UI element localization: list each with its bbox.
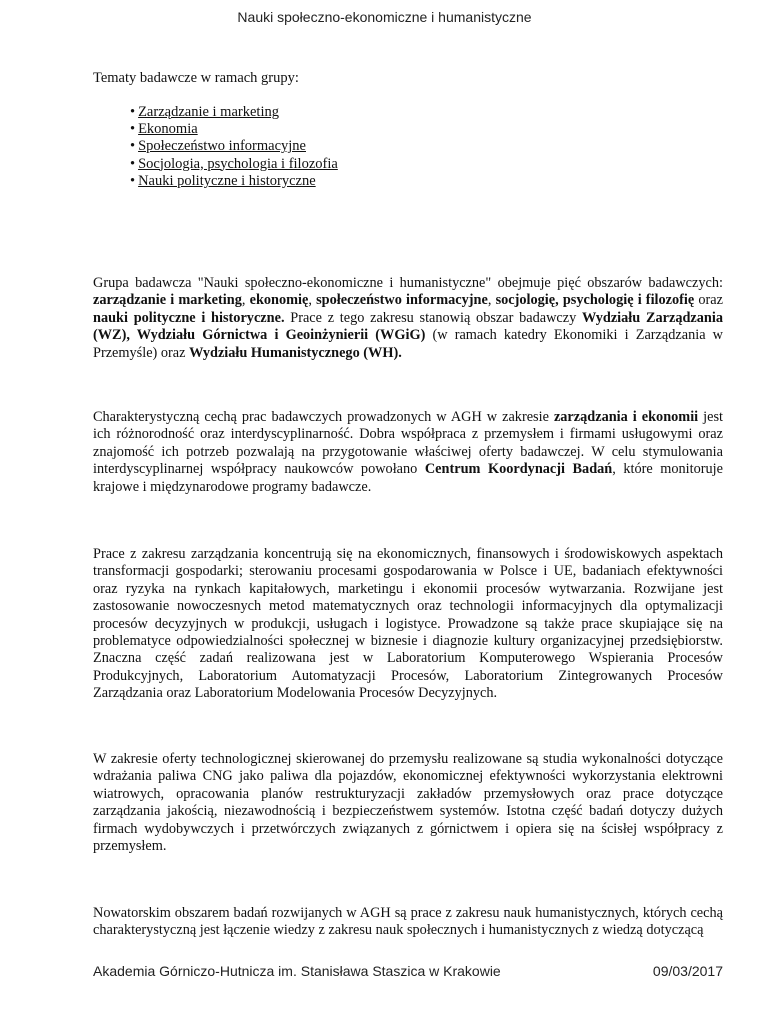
topic-link-ekonomia[interactable]: Ekonomia <box>138 121 198 138</box>
text-run: , które monitoruje krajowe i międzynarodowe programy badawcze. <box>93 461 723 495</box>
topic-item <box>130 173 338 190</box>
text-run: jest ich różnorodność oraz interdyscyplinarność. Dobra współpraca z przemysłem i firmami usługowymi oraz znajomość ich potrzeb pozwalają na przygotowanie właściwej oferty badawczej. W celu stymulowania interdyscyplinarnej współpracy naukowców powołano <box>93 409 724 478</box>
paragraph-characteristics <box>93 409 723 496</box>
page-footer <box>93 963 723 979</box>
bullet-icon: • <box>130 121 136 138</box>
topic-link-spoleczenstwo[interactable]: Społeczeństwo informacyjne <box>138 138 306 155</box>
text-run-bold: nauki polityczne i historyczne. <box>93 309 285 326</box>
text-run: oraz <box>694 292 724 309</box>
footer-date: 09/03/2017 <box>652 963 723 979</box>
text-run: , <box>487 292 496 309</box>
text-run-bold: zarządzania i ekonomii <box>553 409 699 425</box>
paragraph-humanities <box>93 905 723 940</box>
page-header-title: Nauki społeczno-ekonomiczne i humanistyczne <box>237 9 532 25</box>
topic-item <box>130 156 338 173</box>
topic-item <box>130 121 338 138</box>
text-run: , <box>241 292 250 309</box>
text-run-bold: Centrum Koordynacji Badań <box>424 461 613 478</box>
paragraph-research-areas <box>93 275 723 362</box>
topic-link-nauki-polityczne[interactable]: Nauki polityczne i historyczne <box>138 172 316 189</box>
text-run-bold: zarządzanie i marketing <box>93 292 242 309</box>
text-run: W zakresie oferty technologicznej skierowanej do przemysłu realizowane są studia wykonalności dotyczące wdrażania paliwa CNG jako paliwa dla pojazdów, ekonomicznej efektywności wykorzystania elektrowni wiatrowych, opracowania planów restrukturyzacji zakładów przemysłowych oraz prace dotyczące zarządzania jakością, niezawodnością i bezpieczeństwem systemów. Istotna część badań dotyczy dużych firmach wydobywczych i przetwórczych związanych z górnictwem i opiera się na ścisłej współpracy z przemysłem. <box>93 751 723 855</box>
bullet-icon: • <box>130 104 136 120</box>
bullet-icon: • <box>130 138 136 155</box>
topics-intro: Tematy badawcze w ramach grupy: <box>93 70 299 86</box>
topic-link-socjologia[interactable]: Socjologia, psychologia i filozofia <box>138 155 338 172</box>
topics-list <box>130 104 338 190</box>
bullet-icon: • <box>130 155 136 172</box>
footer-institution: Akademia Górniczo-Hutnicza im. Stanisława Staszica w Krakowie <box>93 963 501 979</box>
text-run-bold: socjologię, psychologię i filozofię <box>495 292 695 309</box>
bullet-icon: • <box>130 172 136 189</box>
topic-item <box>130 138 338 155</box>
text-run-bold: społeczeństwo informacyjne <box>316 292 488 309</box>
text-run: , <box>308 292 317 309</box>
text-run: Prace z zakresu zarządzania koncentrują się na ekonomicznych, finansowych i środowiskowych aspektach transformacji gospodarki; sterowaniu procesami gospodarowania w Polsce i UE, badaniach efektywności oraz ryzyka na rynkach kapitałowych, marketingu i ekonomii procesów wytwarzania. Rozwijane jest zastosowanie nowoczesnych metod matematycznych oraz technologii informacyjnych dla optymalizacji procesów decyzyjnych w produkcji, usługach i logistyce. Prowadzone są także prace skupiające się na problematyce odpowiedzialności społecznej w biznesie i diagnozie kultury organizacyjnej przedsiębiorstw. Znaczna część zadań realizowana jest w Laboratorium Komputerowego Wspierania Procesów Produkcyjnych, Laboratorium Automatyzacji Procesów, Laboratorium Zintegrowanych Procesów Zarządzania oraz Laboratorium Modelowania Procesów Decyzyjnych. <box>93 546 723 702</box>
paragraph-technology-offer <box>93 751 723 855</box>
text-run-bold: Wydziału Zarządzania (WZ), Wydziału Górnictwa i Geoinżynierii (WGiG) <box>93 309 723 344</box>
topic-link-zarzadzanie[interactable]: Zarządzanie i marketing <box>138 104 279 120</box>
text-run: Nowatorskim obszarem badań rozwijanych w AGH są prace z zakresu nauk humanistycznych, których cechą charakterystyczną jest łączenie wiedzy z zakresu nauk społecznych i humanistycznych z wiedzą dotyczącą <box>93 905 723 939</box>
paragraph-management <box>93 546 723 703</box>
text-run: Grupa badawcza "Nauki społeczno-ekonomiczne i humanistyczne" obejmuje pięć obszarów badawczych: <box>93 275 723 291</box>
topic-item <box>130 104 338 121</box>
text-run-bold: ekonomię <box>249 292 309 309</box>
text-run-bold: Wydziału Humanistycznego (WH). <box>189 344 402 361</box>
text-run: Prace z tego zakresu stanowią obszar badawczy <box>284 309 582 326</box>
text-run: Charakterystyczną cechą prac badawczych prowadzonych w AGH w zakresie <box>93 409 554 425</box>
text-run: (w ramach katedry Ekonomiki i Zarządzania w Przemyśle) oraz <box>93 327 724 361</box>
